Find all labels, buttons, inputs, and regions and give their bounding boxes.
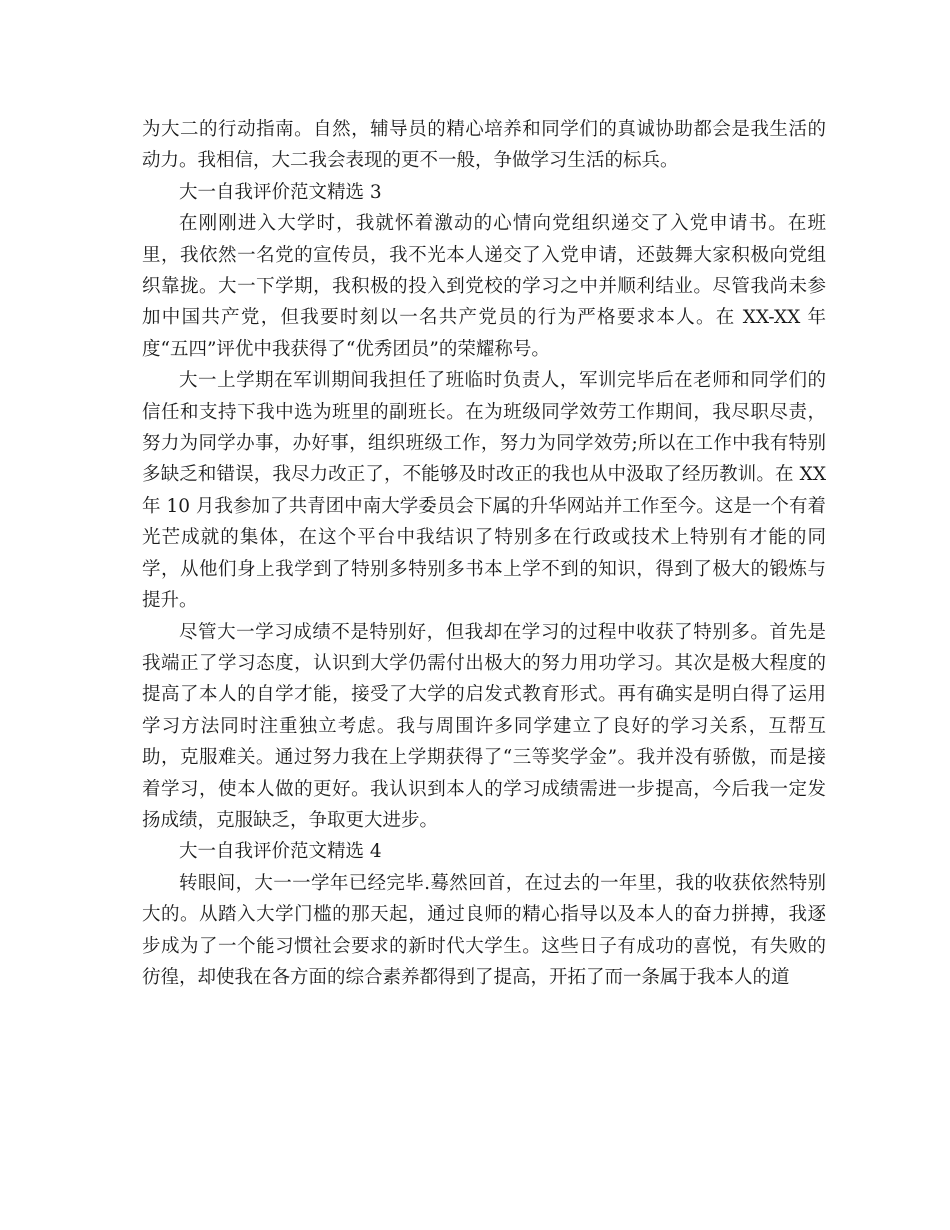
section-heading-4: 大一自我评价范文精选 4 xyxy=(179,841,382,863)
paragraph-continuation: 为大二的行动指南。自然，辅导员的精心培养和同学们的真诚协助都会是我生活的动力。我相信，大二我会表现的更不一般，争做学习生活的标兵。 xyxy=(142,119,826,172)
paragraph: 在刚刚进入大学时，我就怀着激动的心情向党组织递交了入党申请书。在班里，我依然一名党的宣传员，我不光本人递交了入党申请，还鼓舞大家积极向党组织靠拢。大一下学期，我积极的投入到党校的学习之中并顺利结业。尽管我尚未参加中国共产党，但我要时刻以一名共产党员的行为严格要求本人。在 XX-XX 年度“五四”评优中我获得了“优秀团员”的荣耀称号。 xyxy=(142,213,826,360)
paragraph: 转眼间，大一一学年已经完毕.蓦然回首，在过去的一年里，我的收获依然特别大的。从踏入大学门槛的那天起，通过良师的精心指导以及本人的奋力拼搏，我逐步成为了一个能习惯社会要求的新时代大学生。这些日子有成功的喜悦，有失败的彷徨，却使我在各方面的综合素养都得到了提高，开拓了而一条属于我本人的道 xyxy=(142,872,826,988)
document-body xyxy=(142,114,826,993)
paragraph: 大一上学期在军训期间我担任了班临时负责人，军训完毕后在老师和同学们的信任和支持下我中选为班里的副班长。在为班级同学效劳工作期间，我尽职尽责，努力为同学办事，办好事，组织班级工作，努力为同学效劳;所以在工作中我有特别多缺乏和错误，我尽力改正了，不能够及时改正的我也从中汲取了经历教训。在 XX 年 10 月我参加了共青团中南大学委员会下属的升华网站并工作至今。这是一个有着光芒成就的集体，在这个平台中我结识了特别多在行政或技术上特别有才能的同学，从他们身上我学到了特别多特别多书本上学不到的知识，得到了极大的锻炼与提升。 xyxy=(142,370,826,612)
paragraph: 尽管大一学习成绩不是特别好，但我却在学习的过程中收获了特别多。首先是我端正了学习态度，认识到大学仍需付出极大的努力用功学习。其次是极大程度的提高了本人的自学才能，接受了大学的启发式教育形式。再有确实是明白得了运用学习方法同时注重独立考虑。我与周围许多同学建立了良好的学习关系，互帮互助，克服难关。通过努力我在上学期获得了“三等奖学金”。我并没有骄傲，而是接着学习，使本人做的更好。我认识到本人的学习成绩需进一步提高，今后我一定发扬成绩，克服缺乏，争取更大进步。 xyxy=(142,621,826,831)
section-heading-3: 大一自我评价范文精选 3 xyxy=(179,181,382,203)
